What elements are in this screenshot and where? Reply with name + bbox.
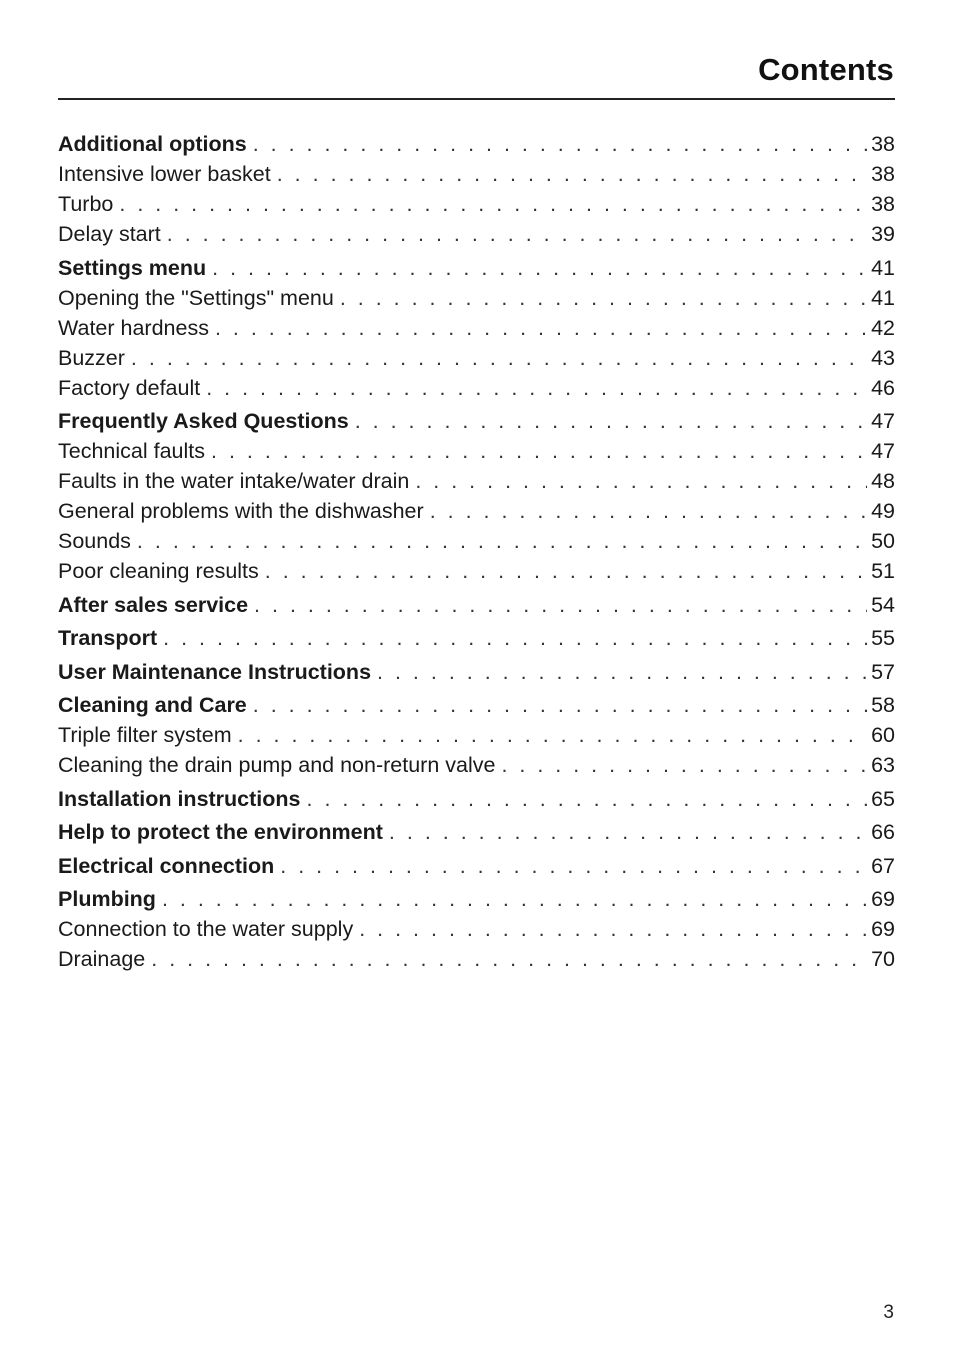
toc-subsection-entry[interactable] — [58, 219, 895, 249]
toc-subsection-entry[interactable] — [58, 526, 895, 556]
toc-subsection-entry[interactable] — [58, 944, 895, 974]
toc-entry-page: 47 — [871, 409, 895, 433]
toc-dot-leader — [340, 283, 867, 313]
toc-dot-leader — [137, 526, 867, 556]
toc-entry-page: 55 — [871, 626, 895, 650]
toc-entry-page: 46 — [871, 375, 895, 400]
toc-dot-leader — [211, 436, 867, 466]
toc-subsection-entry[interactable] — [58, 343, 895, 373]
toc-subsection-entry[interactable] — [58, 159, 895, 189]
toc-section-entry[interactable] — [58, 690, 895, 720]
toc-entry-page: 65 — [871, 786, 895, 811]
toc-entry-page: 60 — [871, 723, 895, 747]
toc-entry-label: Cleaning the drain pump and non-return valve — [58, 753, 496, 777]
toc-dot-leader — [238, 720, 867, 750]
toc-entry-page: 67 — [871, 853, 895, 878]
toc-section-entry[interactable] — [58, 590, 895, 620]
toc-entry-label: Delay start — [58, 222, 161, 246]
toc-section-entry[interactable] — [58, 406, 895, 436]
toc-entry-label: Intensive lower basket — [58, 162, 271, 186]
toc-dot-leader — [212, 253, 867, 283]
toc-entry-label: Transport — [58, 626, 158, 650]
title-divider — [58, 98, 895, 100]
toc-entry-label: Sounds — [58, 529, 131, 553]
toc-entry-label: Settings menu — [58, 255, 207, 280]
toc-entry-page: 66 — [871, 820, 895, 844]
toc-dot-leader — [253, 129, 867, 159]
toc-entry-page: 69 — [871, 917, 895, 941]
toc-dot-leader — [280, 851, 867, 881]
toc-entry-page: 50 — [871, 529, 895, 553]
toc-subsection-entry[interactable] — [58, 373, 895, 403]
toc-entry-page: 54 — [871, 592, 895, 617]
toc-entry-label: User Maintenance Instructions — [58, 659, 372, 684]
toc-dot-leader — [265, 556, 867, 586]
toc-subsection-entry[interactable] — [58, 496, 895, 526]
toc-entry-label: Opening the "Settings" menu — [58, 285, 334, 310]
toc-dot-leader — [389, 817, 867, 847]
toc-section-entry[interactable] — [58, 817, 895, 847]
toc-subsection-entry[interactable] — [58, 189, 895, 219]
toc-entry-label: Buzzer — [58, 345, 125, 370]
toc-entry-page: 49 — [871, 499, 895, 523]
toc-entry-label: Turbo — [58, 192, 114, 216]
toc-entry-label: Triple filter system — [58, 723, 232, 747]
toc-section-entry[interactable] — [58, 884, 895, 914]
toc-dot-leader — [377, 657, 867, 687]
toc-entry-label: Drainage — [58, 947, 146, 971]
toc-dot-leader — [307, 784, 868, 814]
toc-section-entry[interactable] — [58, 657, 895, 687]
toc-dot-leader — [501, 750, 867, 780]
toc-subsection-entry[interactable] — [58, 556, 895, 586]
toc-dot-leader — [430, 496, 867, 526]
toc-subsection-entry[interactable] — [58, 283, 895, 313]
toc-subsection-entry[interactable] — [58, 750, 895, 780]
toc-entry-label: Help to protect the environment — [58, 820, 383, 844]
toc-entry-page: 63 — [871, 753, 895, 777]
toc-dot-leader — [131, 343, 867, 373]
toc-dot-leader — [359, 914, 867, 944]
toc-subsection-entry[interactable] — [58, 466, 895, 496]
toc-section-entry[interactable] — [58, 851, 895, 881]
toc-section-entry[interactable] — [58, 623, 895, 653]
toc-subsection-entry[interactable] — [58, 720, 895, 750]
toc-entry-label: Faults in the water intake/water drain — [58, 469, 410, 493]
toc-entry-page: 42 — [871, 315, 895, 340]
toc-dot-leader — [215, 313, 867, 343]
toc-entry-page: 43 — [871, 345, 895, 370]
toc-entry-label: Additional options — [58, 132, 247, 156]
toc-entry-label: General problems with the dishwasher — [58, 499, 424, 523]
toc-entry-page: 70 — [871, 947, 895, 971]
toc-entry-page: 39 — [871, 222, 895, 246]
toc-subsection-entry[interactable] — [58, 436, 895, 466]
toc-section-entry[interactable] — [58, 129, 895, 159]
toc-entry-page: 38 — [871, 162, 895, 186]
toc-dot-leader — [415, 466, 867, 496]
toc-dot-leader — [163, 623, 867, 653]
toc-entry-page: 51 — [871, 559, 895, 583]
page-title: Contents — [758, 52, 894, 87]
toc-dot-leader — [119, 189, 867, 219]
toc-entry-label: Cleaning and Care — [58, 693, 247, 717]
toc-entry-page: 38 — [871, 132, 895, 156]
toc-entry-label: Plumbing — [58, 887, 156, 911]
toc-dot-leader — [277, 159, 867, 189]
toc-entry-label: Frequently Asked Questions — [58, 409, 349, 433]
toc-entry-page: 58 — [871, 693, 895, 717]
page-number: 3 — [883, 1302, 894, 1323]
toc-dot-leader — [151, 944, 867, 974]
toc-entry-page: 48 — [871, 469, 895, 493]
toc-entry-page: 57 — [871, 659, 895, 684]
toc-dot-leader — [253, 690, 867, 720]
toc-entry-label: Factory default — [58, 375, 201, 400]
toc-entry-page: 41 — [871, 255, 895, 280]
toc-section-entry[interactable] — [58, 253, 895, 283]
toc-entry-page: 69 — [871, 887, 895, 911]
toc-entry-page: 47 — [871, 439, 895, 463]
toc-dot-leader — [355, 406, 867, 436]
toc-dot-leader — [206, 373, 867, 403]
toc-dot-leader — [167, 219, 867, 249]
toc-entry-label: After sales service — [58, 592, 249, 617]
toc-entry-label: Water hardness — [58, 315, 209, 340]
toc-entry-label: Technical faults — [58, 439, 205, 463]
toc-entry-label: Electrical connection — [58, 853, 275, 878]
toc-entry-page: 38 — [871, 192, 895, 216]
table-of-contents — [58, 129, 895, 974]
toc-dot-leader — [254, 590, 867, 620]
toc-subsection-entry[interactable] — [58, 313, 895, 343]
toc-entry-page: 41 — [871, 285, 895, 310]
toc-entry-label: Connection to the water supply — [58, 917, 354, 941]
toc-entry-label: Installation instructions — [58, 786, 301, 811]
toc-section-entry[interactable] — [58, 784, 895, 814]
toc-subsection-entry[interactable] — [58, 914, 895, 944]
toc-dot-leader — [162, 884, 867, 914]
toc-entry-label: Poor cleaning results — [58, 559, 259, 583]
